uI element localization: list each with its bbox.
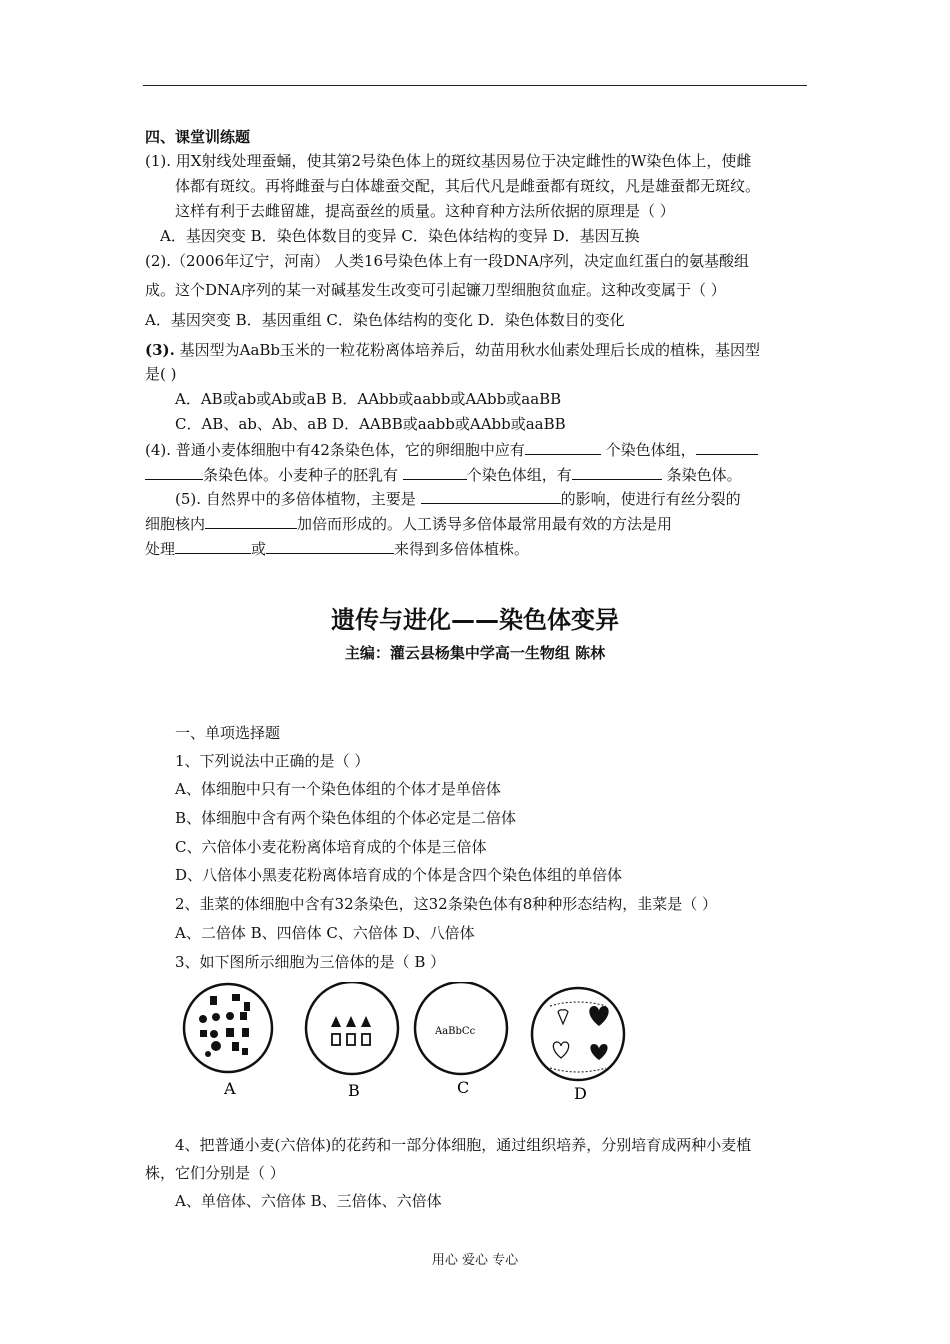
q4-text-1: (4). 普通小麦体细胞中有42条染色体，它的卵细胞中应有 <box>145 441 525 459</box>
q5-text-4: 加倍而形成的。人工诱导多倍体最常用最有效的方法是用 <box>297 515 673 533</box>
q4-text-2: 个染色体组， <box>600 441 696 459</box>
cell-diagrams <box>180 982 640 1104</box>
q1-line2: 体都有斑纹。再将雌蚕与白体雄蚕交配，其后代凡是雌蚕都有斑纹，凡是雄蚕都无斑纹。 <box>175 177 761 195</box>
q4-text-5: 条染色体。 <box>661 466 742 484</box>
p1-q2-stem: 2、韭菜的体细胞中含有32条染色，这32条染色体有8种种形态结构，韭菜是（ ） <box>175 895 718 913</box>
p1-q2-options: A、二倍体 B、四倍体 C、六倍体 D、八倍体 <box>175 924 475 942</box>
q5-text-5: 处理 <box>145 540 176 558</box>
cell-c <box>415 982 507 1097</box>
p1-q1-d: D、八倍体小黑麦花粉离体培育成的个体是含四个染色体组的单倍体 <box>175 866 623 884</box>
q1-options: A．基因突变 B．染色体数目的变异 C．染色体结构的变异 D．基因互换 <box>160 227 640 245</box>
blank-4 <box>403 465 467 480</box>
p1-q1-c: C、六倍体小麦花粉离体培育成的个体是三倍体 <box>175 838 487 856</box>
blank-3 <box>145 465 203 480</box>
subtitle: 主编：灌云县杨集中学高一生物组 陈林 <box>344 644 606 662</box>
cell-d <box>532 988 624 1103</box>
blank-9 <box>266 539 394 554</box>
q4-text-3: 条染色体。小麦种子的胚乳有 <box>203 466 403 484</box>
p1-q1-stem: 1、下列说法中正确的是（ ） <box>175 752 370 770</box>
p1-q4-line1: 4、把普通小麦(六倍体)的花药和一部分体细胞，通过组织培养，分别培育成两种小麦植 <box>175 1136 752 1154</box>
p1-q4-options: A、单倍体、六倍体 B、三倍体、六倍体 <box>175 1192 442 1210</box>
q3-line1 <box>145 341 760 359</box>
q4-line2 <box>145 465 742 484</box>
part1-heading: 一、单项选择题 <box>175 724 281 742</box>
cell-b <box>306 982 398 1100</box>
q5-text-2: 的影响，使进行有丝分裂的 <box>560 490 741 508</box>
q5-line3 <box>145 539 529 558</box>
cell-a <box>184 984 272 1098</box>
p1-q1-a: A、体细胞中只有一个染色体组的个体才是单倍体 <box>175 780 501 798</box>
p1-q4-line2: 株，它们分别是（ ） <box>145 1164 285 1182</box>
cell-label-b: B <box>348 1081 360 1100</box>
blank-2 <box>696 440 758 455</box>
q5-text-3: 细胞核内 <box>145 515 206 533</box>
q2-line2: 成。这个DNA序列的某一对碱基发生改变可引起镰刀型细胞贫血症。这种改变属于（ ） <box>145 281 726 299</box>
cell-c-genotype: AaBbCc <box>435 1026 476 1037</box>
blank-6 <box>421 489 561 504</box>
q5-text-6: 或 <box>251 540 267 558</box>
q3-line2: 是( ) <box>145 365 177 383</box>
q5-line2 <box>145 514 672 533</box>
cell-label-c: C <box>457 1078 470 1097</box>
p1-q3-stem: 3、如下图所示细胞为三倍体的是（ B ） <box>175 953 446 971</box>
blank-5 <box>572 465 662 480</box>
page-footer: 用心 爱心 专心 <box>431 1253 519 1268</box>
q1-line1: (1). 用X射线处理蚕蛹，使其第2号染色体上的斑纹基因易位于决定雌性的W染色体上，使雌 <box>145 152 752 170</box>
q3-text: 基因型为AaBb玉米的一粒花粉离体培养后，幼苗用秋水仙素处理后长成的植株，基因型 <box>174 341 761 359</box>
q1-line3: 这样有利于去雌留雄，提高蚕丝的质量。这种育种方法所依据的原理是（ ） <box>175 202 675 220</box>
q3-label: (3). <box>145 341 175 359</box>
cell-label-d: D <box>574 1084 587 1103</box>
header-rule <box>143 85 807 86</box>
blank-8 <box>175 539 251 554</box>
q2-options: A．基因突变 B．基因重组 C．染色体结构的变化 D．染色体数目的变化 <box>145 311 625 329</box>
blank-1 <box>525 440 601 455</box>
q5-line1 <box>175 489 741 508</box>
main-title: 遗传与进化——染色体变异 <box>331 606 619 634</box>
cell-label-a: A <box>224 1079 236 1098</box>
blank-7 <box>205 514 297 529</box>
p1-q1-b: B、体细胞中含有两个染色体组的个体必定是二倍体 <box>175 809 517 827</box>
q3-opt2: C．AB、ab、Ab、aB D．AABB或aabb或AAbb或aaBB <box>175 415 566 433</box>
q5-text-7: 来得到多倍体植株。 <box>394 540 530 558</box>
q4-line1 <box>145 440 758 459</box>
section-title: 四、课堂训练题 <box>145 128 251 146</box>
q3-opt1: A．AB或ab或Ab或aB B．AAbb或aabb或AAbb或aaBB <box>175 390 562 408</box>
q2-line1: (2).（2006年辽宁，河南） 人类16号染色体上有一段DNA序列，决定血红蛋白的氨基酸组 <box>145 252 750 270</box>
q4-text-4: 个染色体组，有 <box>466 466 572 484</box>
q5-text-1: (5). 自然界中的多倍体植物，主要是 <box>175 490 421 508</box>
